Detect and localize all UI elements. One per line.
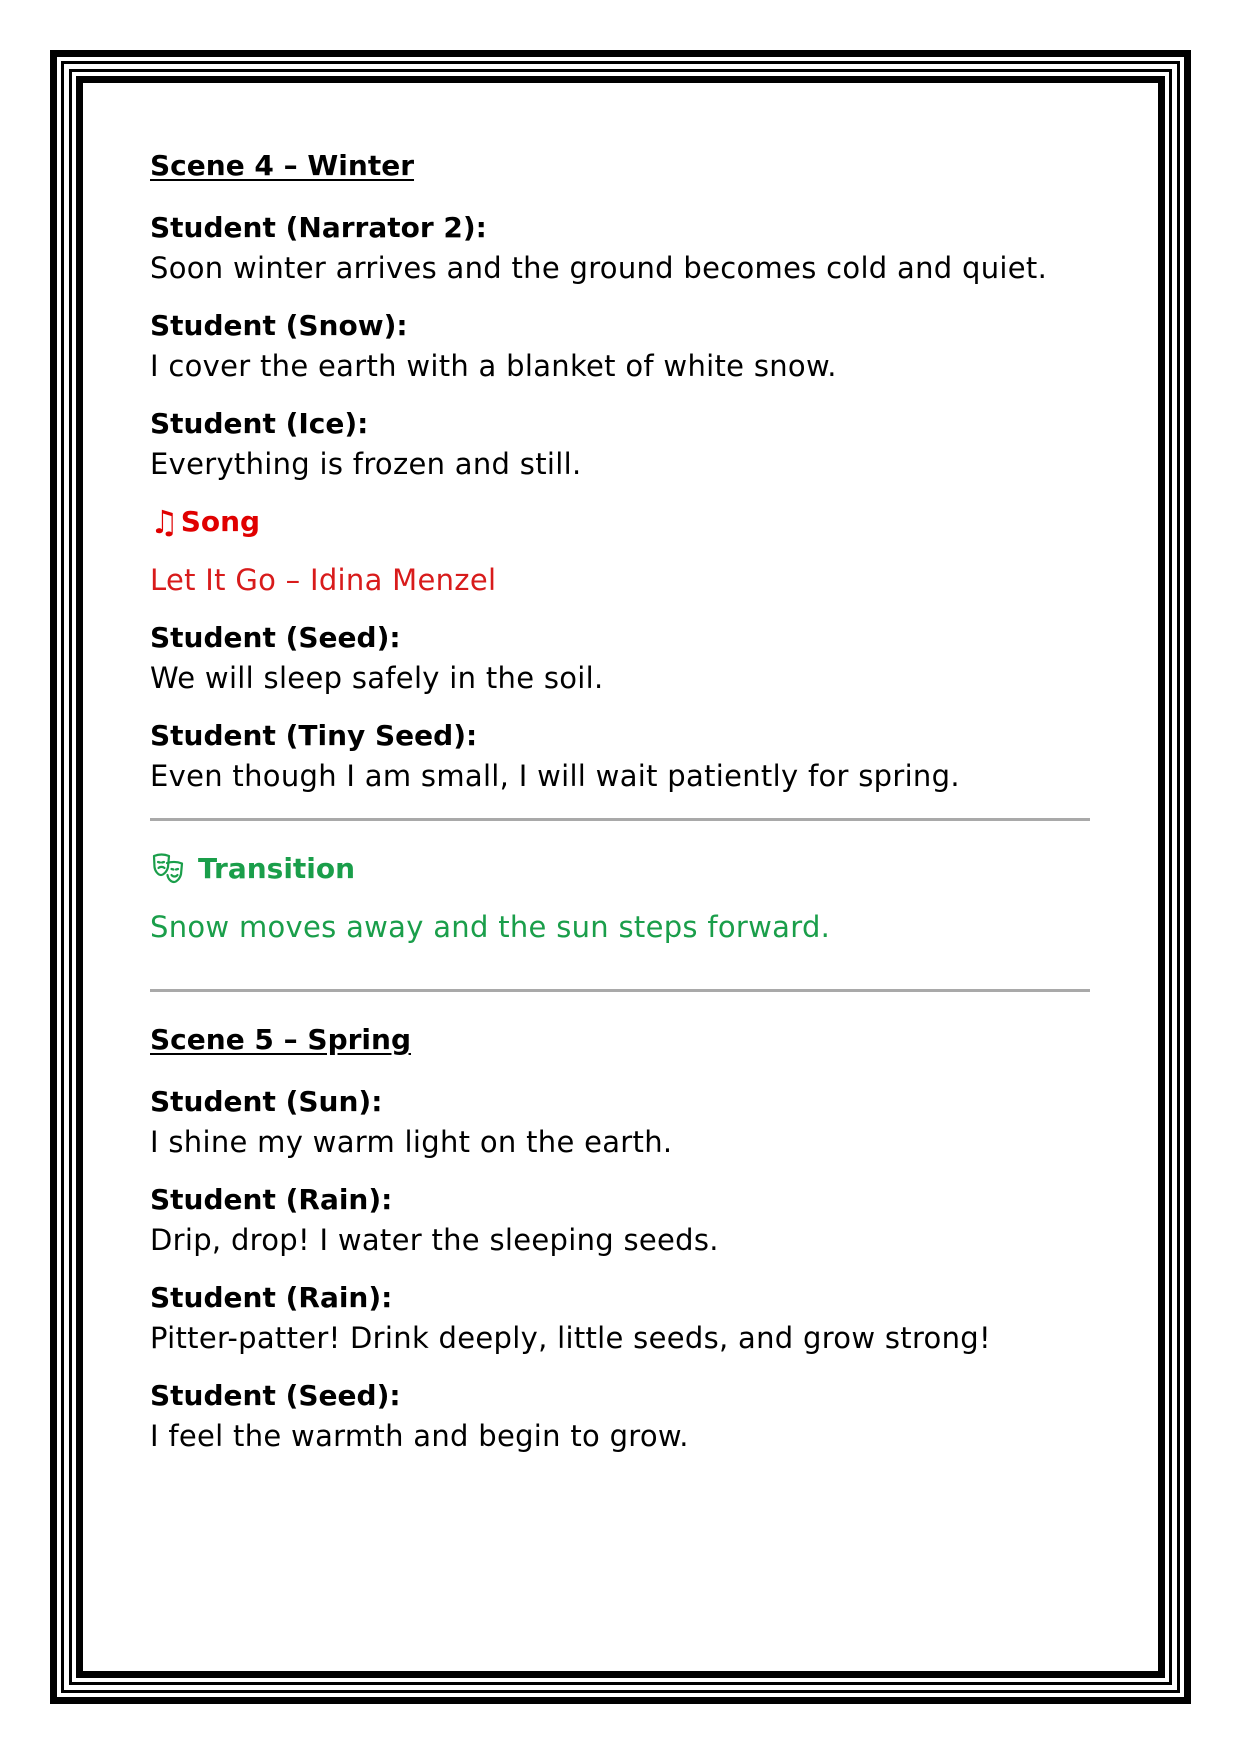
dialogue-line: Drip, drop! I water the sleeping seeds. (150, 1223, 719, 1257)
transition-heading (150, 849, 1090, 889)
speaker-label: Student (Rain): (150, 1183, 393, 1216)
section-divider (150, 818, 1090, 821)
speaker-label: Student (Snow): (150, 309, 408, 342)
dialogue-block (150, 1082, 1090, 1162)
speaker-label: Student (Narrator 2): (150, 211, 487, 244)
script-content (150, 146, 1090, 1474)
dialogue-line: Everything is frozen and still. (150, 447, 582, 481)
dialogue-line: Pitter-patter! Drink deeply, little seeds, and grow strong! (150, 1321, 991, 1355)
theater-masks-icon (150, 851, 186, 887)
dialogue-line: I shine my warm light on the earth. (150, 1125, 673, 1159)
speaker-label: Student (Rain): (150, 1281, 393, 1314)
transition-section (150, 849, 1090, 947)
song-label: Song (180, 505, 261, 538)
speaker-label: Student (Ice): (150, 407, 369, 440)
dialogue-block (150, 404, 1090, 484)
song-heading (150, 502, 1090, 542)
dialogue-block (150, 618, 1090, 698)
scene-5-heading: Scene 5 – Spring (150, 1023, 411, 1056)
dialogue-block (150, 306, 1090, 386)
speaker-label: Student (Seed): (150, 1379, 401, 1412)
dialogue-block (150, 1376, 1090, 1456)
dialogue-block (150, 208, 1090, 288)
transition-text: Snow moves away and the sun steps forward. (150, 910, 831, 944)
dialogue-line: Soon winter arrives and the ground becomes cold and quiet. (150, 251, 1048, 285)
speaker-label: Student (Sun): (150, 1085, 383, 1118)
dialogue-line: Even though I am small, I will wait patiently for spring. (150, 759, 960, 793)
scene-5 (150, 1020, 1090, 1456)
transition-label: Transition (198, 852, 356, 885)
dialogue-block (150, 1278, 1090, 1358)
section-divider (150, 989, 1090, 992)
speaker-label: Student (Tiny Seed): (150, 719, 478, 752)
dialogue-block (150, 716, 1090, 796)
song-title: Let It Go – Idina Menzel (150, 563, 497, 597)
speaker-label: Student (Seed): (150, 621, 401, 654)
dialogue-line: I cover the earth with a blanket of white snow. (150, 349, 837, 383)
dialogue-line: I feel the warmth and begin to grow. (150, 1419, 689, 1453)
dialogue-block (150, 1180, 1090, 1260)
dialogue-line: We will sleep safely in the soil. (150, 661, 604, 695)
music-note-icon: ♫ (150, 503, 179, 541)
scene-4 (150, 146, 1090, 796)
scene-4-heading: Scene 4 – Winter (150, 149, 415, 182)
